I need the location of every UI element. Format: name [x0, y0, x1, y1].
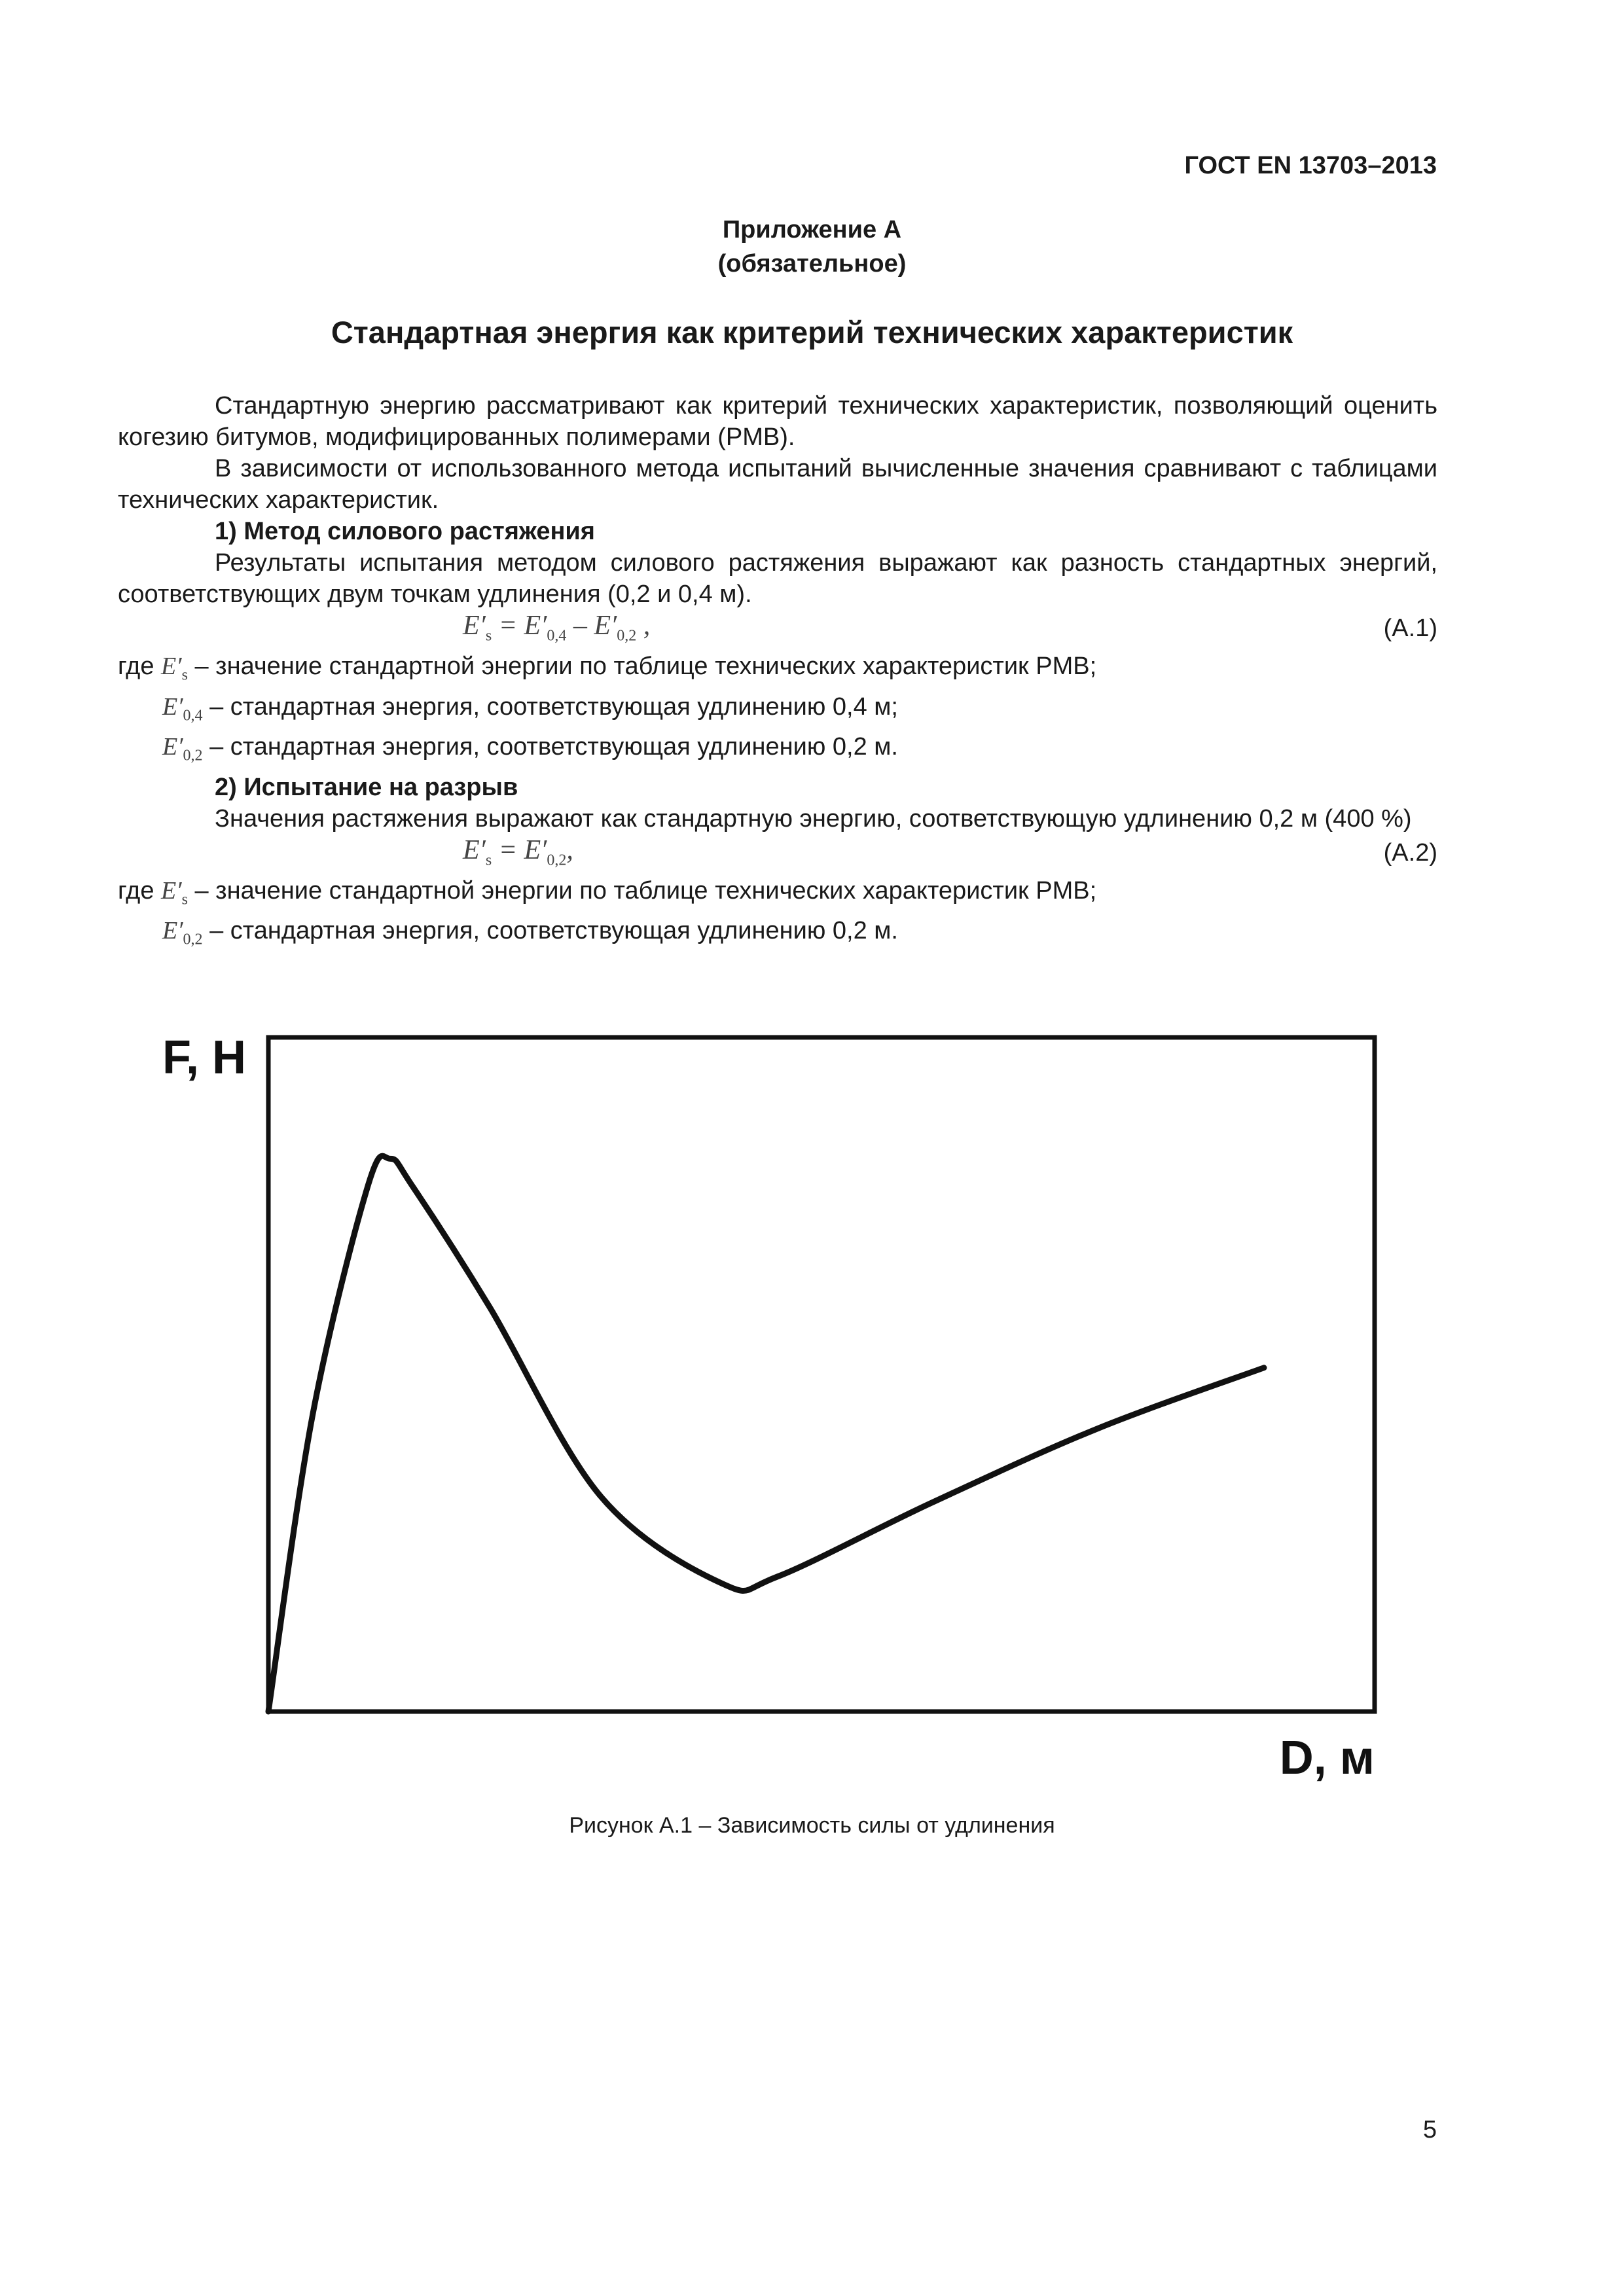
formula-a2-expression: $E'_s = E'_{0,2}$,	[463, 834, 573, 869]
paragraph-break-values: Значения растяжения выражают как стандартную энергию, соответствующую удлинению 0,2 м (400 %)	[215, 804, 1412, 833]
paragraph-intro: Стандартную энергию рассматривают как критерий технических характеристик, позволяющий оценить когезию битумов, модифицированных полимерами (PMB).	[118, 392, 1437, 451]
annex-title: Приложение А	[722, 216, 902, 243]
annex-status: (обязательное)	[717, 250, 907, 278]
formula-a1	[118, 610, 1437, 651]
document-code: ГОСТ EN 13703–2013	[1184, 152, 1437, 179]
definition-es: где $E'_s$ – значение стандартной энергии по таблице технических характеристик PMB;	[118, 653, 1097, 684]
plot-frame	[268, 1037, 1375, 1712]
figure-caption: Рисунок А.1 – Зависимость силы от удлинения	[569, 1813, 1055, 1838]
section-title: Стандартная энергия как критерий технических характеристик	[331, 315, 1293, 350]
definition-e02: $E'_{0,2}$ – стандартная энергия, соответствующая удлинению 0,2 м.	[162, 733, 898, 764]
y-axis-label: F, Н	[162, 1031, 247, 1084]
definition-e04: $E'_{0,4}$ – стандартная энергия, соответствующая удлинению 0,4 м;	[162, 692, 898, 725]
body-text	[118, 390, 1437, 956]
force-curve	[268, 1156, 1264, 1712]
paragraph-comparison: В зависимости от использованного метода испытаний вычисленные значения сравнивают с таблицами технических характеристик.	[118, 455, 1437, 514]
definition-es-2: где $E'_s$ – значение стандартной энергии по таблице технических характеристик PMB;	[118, 876, 1097, 908]
x-axis-label: D, м	[1279, 1732, 1375, 1784]
formula-a2	[118, 834, 1437, 875]
formula-a1-expression: $E'_s = E'_{0,4} - E'_{0,2}$ ,	[463, 611, 651, 645]
subheading-break-test: 2) Испытание на разрыв	[215, 773, 518, 801]
definition-e02-2: $E'_{0,2}$ – стандартная энергия, соответствующая удлинению 0,2 м.	[162, 917, 898, 948]
subheading-tensile-method: 1) Метод силового растяжения	[215, 518, 595, 545]
formula-a1-number: (А.1)	[1383, 615, 1437, 642]
formula-a2-number: (А.2)	[1383, 838, 1437, 867]
force-elongation-chart	[151, 1014, 1394, 1793]
paragraph-tensile-results: Результаты испытания методом силового растяжения выражают как разность стандартных энергий, соответствующих двум точкам удлинения (0,2 и 0,4 м).	[118, 549, 1437, 608]
page-number: 5	[1422, 2116, 1437, 2144]
